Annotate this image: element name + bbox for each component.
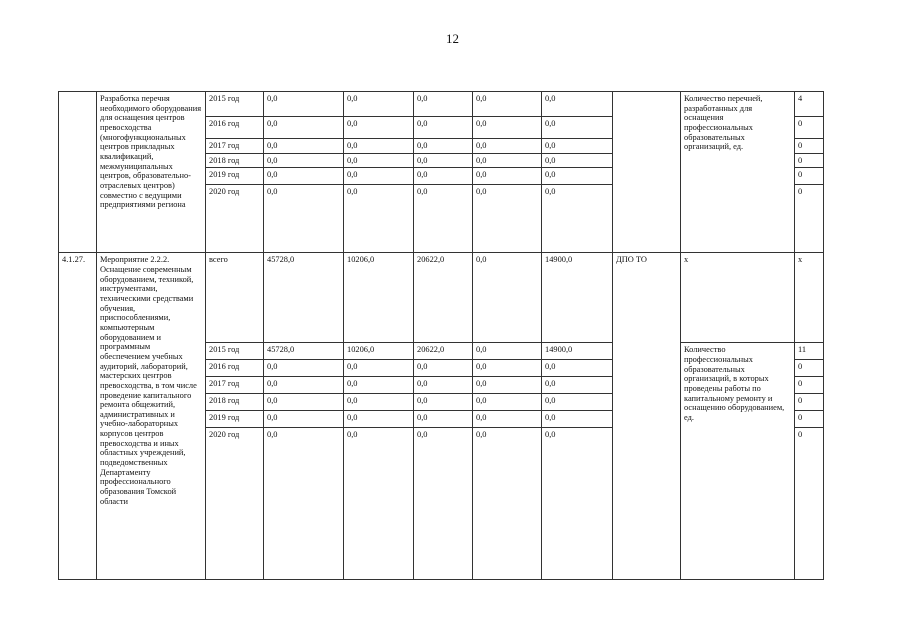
value-cell: 0,0	[542, 117, 613, 139]
value-cell: 0,0	[344, 411, 414, 428]
item-number: 4.1.27.	[59, 253, 97, 580]
indicator-value: 11	[795, 343, 824, 360]
value-cell: 0,0	[414, 153, 473, 168]
value-cell: 20622,0	[414, 253, 473, 343]
value-cell: 0,0	[473, 428, 542, 580]
value-cell: 0,0	[542, 92, 613, 117]
value-cell: 0,0	[473, 411, 542, 428]
indicator-name: Количество перечней, разработанных для оснащения профессиональных образовательных организаций, ед.	[681, 92, 795, 253]
value-cell: 0,0	[264, 185, 344, 253]
value-cell: 0,0	[414, 428, 473, 580]
value-cell: 0,0	[264, 411, 344, 428]
value-cell: 0,0	[264, 117, 344, 139]
value-cell: 0,0	[473, 139, 542, 154]
indicator-value: 0	[795, 428, 824, 580]
value-cell: 0,0	[542, 139, 613, 154]
value-cell: 0,0	[264, 428, 344, 580]
year-cell: 2015 год	[206, 92, 264, 117]
value-cell: 0,0	[542, 394, 613, 411]
value-cell: 0,0	[473, 343, 542, 360]
year-cell: 2018 год	[206, 153, 264, 168]
value-cell: 0,0	[414, 185, 473, 253]
value-cell: 10206,0	[344, 343, 414, 360]
indicator-value: 4	[795, 92, 824, 117]
value-cell: 0,0	[344, 117, 414, 139]
executor-cell	[613, 92, 681, 253]
value-cell: 20622,0	[414, 343, 473, 360]
value-cell: 0,0	[344, 139, 414, 154]
value-cell: 0,0	[414, 394, 473, 411]
value-cell: 0,0	[344, 153, 414, 168]
value-cell: 0,0	[264, 360, 344, 377]
activity-description: Разработка перечня необходимого оборудования для оснащения центров превосходства (многофункциональных центров прикладных квалификаций, межмуниципальных центров, образовательно-отраслевых центров) совместно с ведущими предприятиями региона	[97, 92, 206, 253]
item-number	[59, 92, 97, 253]
value-cell: 0,0	[542, 377, 613, 394]
indicator-value: 0	[795, 168, 824, 185]
value-cell: 0,0	[264, 377, 344, 394]
page-number: 12	[446, 31, 459, 46]
indicator-value: 0	[795, 153, 824, 168]
value-cell: 0,0	[264, 139, 344, 154]
value-cell: 0,0	[473, 92, 542, 117]
value-cell: 0,0	[473, 117, 542, 139]
indicator-name: Количество профессиональных образовательных организаций, в которых проведены работы по капитальному ремонту и оснащению оборудованием, ед.	[681, 343, 795, 580]
year-cell: 2017 год	[206, 139, 264, 154]
value-cell: 0,0	[344, 360, 414, 377]
year-cell: всего	[206, 253, 264, 343]
year-cell: 2018 год	[206, 394, 264, 411]
value-cell: 0,0	[473, 185, 542, 253]
indicator-value: х	[795, 253, 824, 343]
program-activities-table	[58, 91, 824, 580]
value-cell: 0,0	[344, 92, 414, 117]
value-cell: 0,0	[264, 92, 344, 117]
value-cell: 0,0	[344, 185, 414, 253]
value-cell: 0,0	[414, 360, 473, 377]
value-cell: 0,0	[473, 377, 542, 394]
value-cell: 0,0	[344, 168, 414, 185]
year-cell: 2016 год	[206, 117, 264, 139]
table-row	[59, 253, 824, 343]
indicator-value: 0	[795, 139, 824, 154]
value-cell: 0,0	[414, 117, 473, 139]
value-cell: 45728,0	[264, 253, 344, 343]
indicator-value: 0	[795, 411, 824, 428]
indicator-value: 0	[795, 377, 824, 394]
value-cell: 0,0	[414, 377, 473, 394]
value-cell: 0,0	[414, 92, 473, 117]
year-cell: 2020 год	[206, 185, 264, 253]
value-cell: 0,0	[473, 168, 542, 185]
value-cell: 0,0	[542, 185, 613, 253]
value-cell: 0,0	[344, 377, 414, 394]
value-cell: 0,0	[264, 153, 344, 168]
executor-cell: ДПО ТО	[613, 253, 681, 580]
year-cell: 2019 год	[206, 168, 264, 185]
value-cell: 0,0	[473, 153, 542, 168]
indicator-value: 0	[795, 394, 824, 411]
value-cell: 0,0	[414, 411, 473, 428]
indicator-name: х	[681, 253, 795, 343]
year-cell: 2020 год	[206, 428, 264, 580]
value-cell: 0,0	[414, 168, 473, 185]
indicator-value: 0	[795, 360, 824, 377]
value-cell: 10206,0	[344, 253, 414, 343]
value-cell: 0,0	[344, 428, 414, 580]
value-cell: 14900,0	[542, 343, 613, 360]
value-cell: 0,0	[264, 394, 344, 411]
value-cell: 45728,0	[264, 343, 344, 360]
value-cell: 0,0	[542, 428, 613, 580]
value-cell: 0,0	[473, 394, 542, 411]
value-cell: 0,0	[414, 139, 473, 154]
year-cell: 2016 год	[206, 360, 264, 377]
year-cell: 2015 год	[206, 343, 264, 360]
year-cell: 2017 год	[206, 377, 264, 394]
table-row	[59, 92, 824, 117]
value-cell: 0,0	[542, 360, 613, 377]
year-cell: 2019 год	[206, 411, 264, 428]
value-cell: 0,0	[473, 253, 542, 343]
value-cell: 0,0	[542, 411, 613, 428]
value-cell: 0,0	[542, 153, 613, 168]
value-cell: 14900,0	[542, 253, 613, 343]
value-cell: 0,0	[473, 360, 542, 377]
value-cell: 0,0	[542, 168, 613, 185]
value-cell: 0,0	[344, 394, 414, 411]
indicator-value: 0	[795, 117, 824, 139]
value-cell: 0,0	[264, 168, 344, 185]
indicator-value: 0	[795, 185, 824, 253]
activity-description: Мероприятие 2.2.2. Оснащение современным оборудованием, техникой, инструментами, техническими средствами обучения, приспособлениями, компьютерным оборудованием и программным обеспечением учебных аудиторий, лабораторий, мастерских центров превосходства, в том числе проведение капитального ремонта общежитий, административных и учебно-лабораторных корпусов центров превосходства и иных областных учреждений, подведомственных Департаменту профессионального образования Томской области	[97, 253, 206, 580]
